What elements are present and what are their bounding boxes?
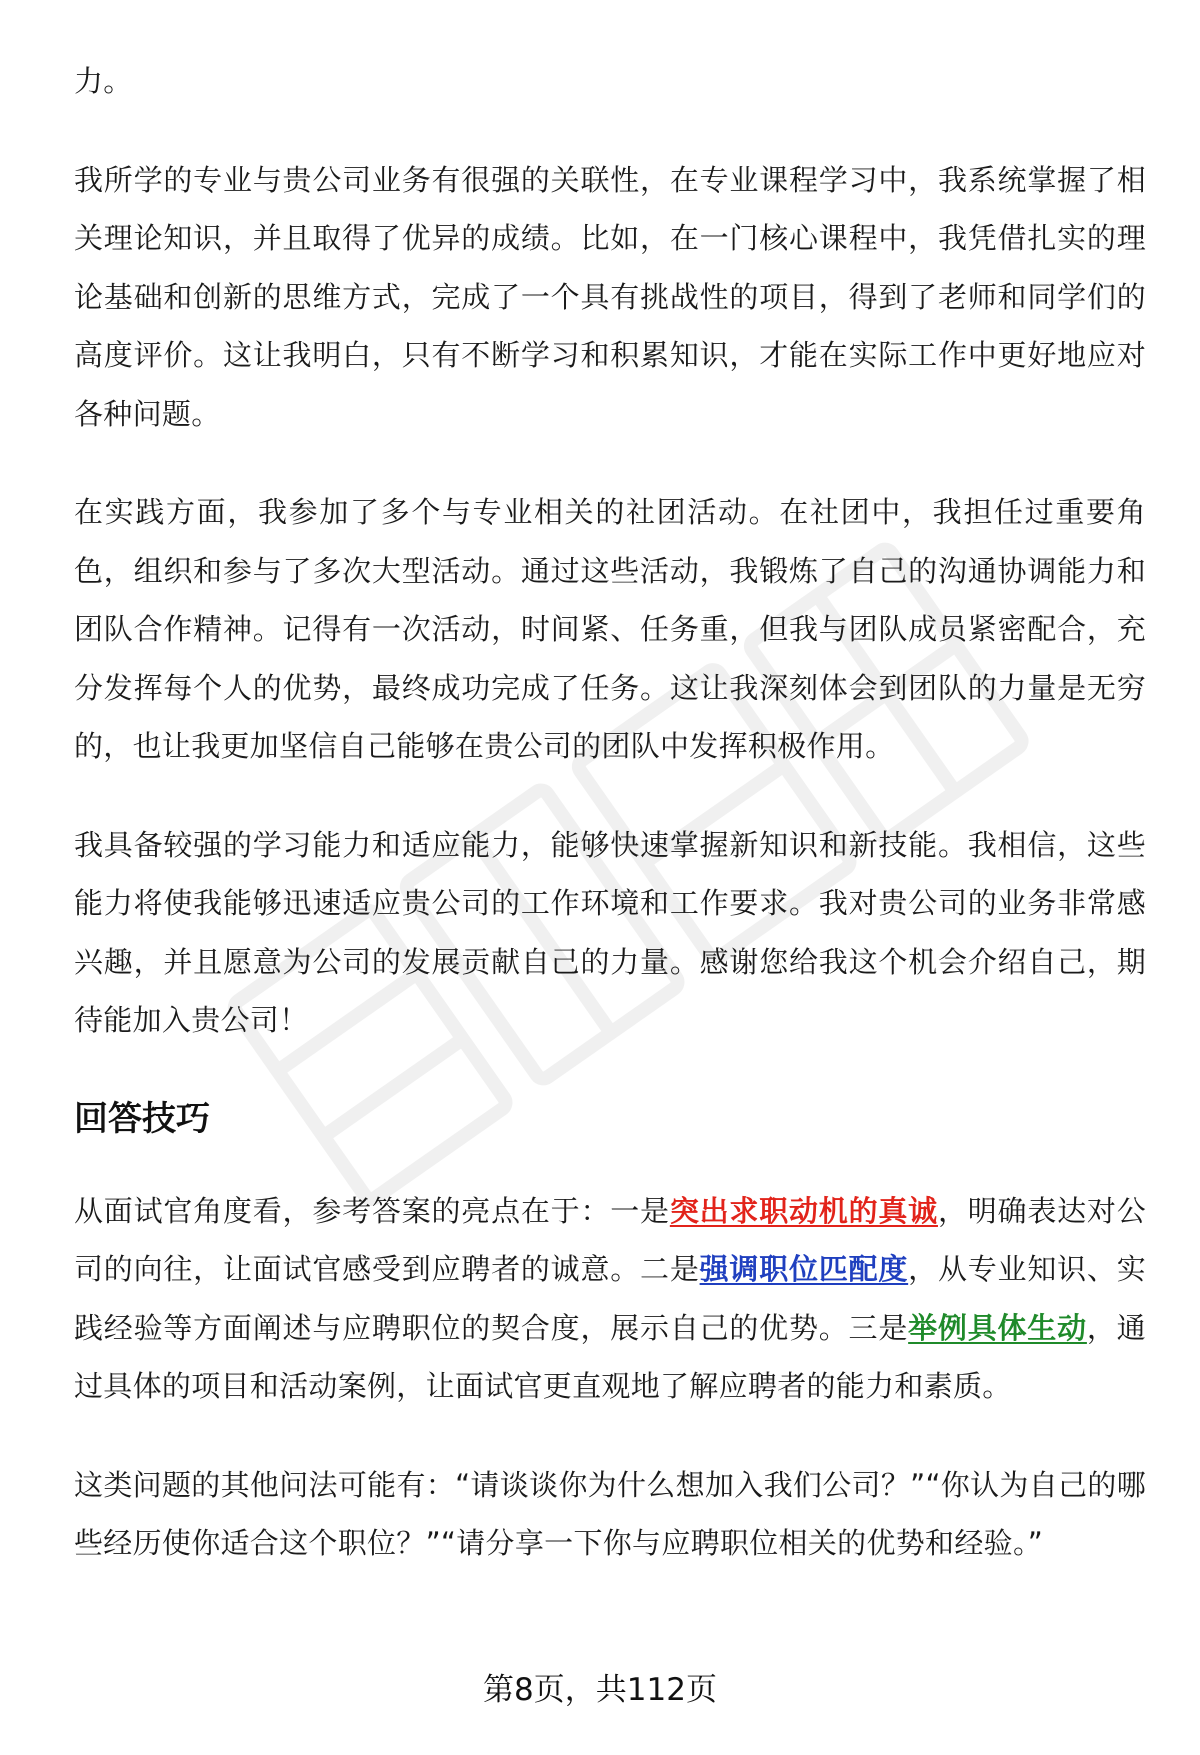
paragraph-major: 我所学的专业与贵公司业务有很强的关联性，在专业课程学习中，我系统掌握了相关理论知识，并且取得了优异的成绩。比如，在一门核心课程中，我凭借扎实的理论基础和创新的思维方式，完成了一个具有挑战性的项目，得到了老师和同学们的高度评价。这让我明白，只有不断学习和积累知识，才能在实际工作中更好地应对各种问题。 — [74, 162, 1146, 431]
paragraph-practice: 在实践方面，我参加了多个与专业相关的社团活动。在社团中，我担任过重要角色，组织和参与了多次大型活动。通过这些活动，我锻炼了自己的沟通协调能力和团队合作精神。记得有一次活动，时间紧、任务重，但我与团队成员紧密配合，充分发挥每个人的优势，最终成功完成了任务。这让我深刻体会到团队的力量是无穷的，也让我更加坚信自己能够在贵公司的团队中发挥积极作用。 — [74, 495, 1146, 763]
page-number: 第8页，共112页 — [483, 1672, 717, 1708]
highlight-examples: 举例具体生动 — [908, 1310, 1087, 1345]
tips-text-4: ，通过具体的项目和活动案例，让面试官更直观地了解应聘者的能力和素质。 — [74, 1310, 1146, 1403]
highlight-job-match: 强调职位匹配度 — [699, 1252, 909, 1286]
tips-paragraph — [74, 1182, 1146, 1416]
highlight-motivation: 突出求职动机的真诚 — [669, 1193, 938, 1228]
alternative-questions-paragraph: 这类问题的其他问法可能有：“请谈谈你为什么想加入我们公司？”“你认为自己的哪些经历使你适合这个职位？”“请分享一下你与应聘职位相关的优势和经验。” — [74, 1467, 1146, 1560]
paragraph-abilities: 我具备较强的学习能力和适应能力，能够快速掌握新知识和新技能。我相信，这些能力将使我能够迅速适应贵公司的工作环境和工作要求。我对贵公司的业务非常感兴趣，并且愿意为公司的发展贡献自己的力量。感谢您给我这个机会介绍自己，期待能加入贵公司！ — [74, 827, 1146, 1037]
paragraph-continuation: 力。 — [74, 64, 133, 98]
tips-text-3: ，从专业知识、实践经验等方面阐述与应聘职位的契合度，展示自己的优势。三是 — [74, 1252, 1146, 1345]
document-page — [74, 52, 1146, 1613]
section-heading: 回答技巧 — [74, 1098, 210, 1139]
tips-text-2: ，明确表达对公司的向往，让面试官感受到应聘者的诚意。二是 — [74, 1193, 1146, 1286]
tips-text-1: 从面试官角度看，参考答案的亮点在于：一是 — [74, 1193, 670, 1228]
